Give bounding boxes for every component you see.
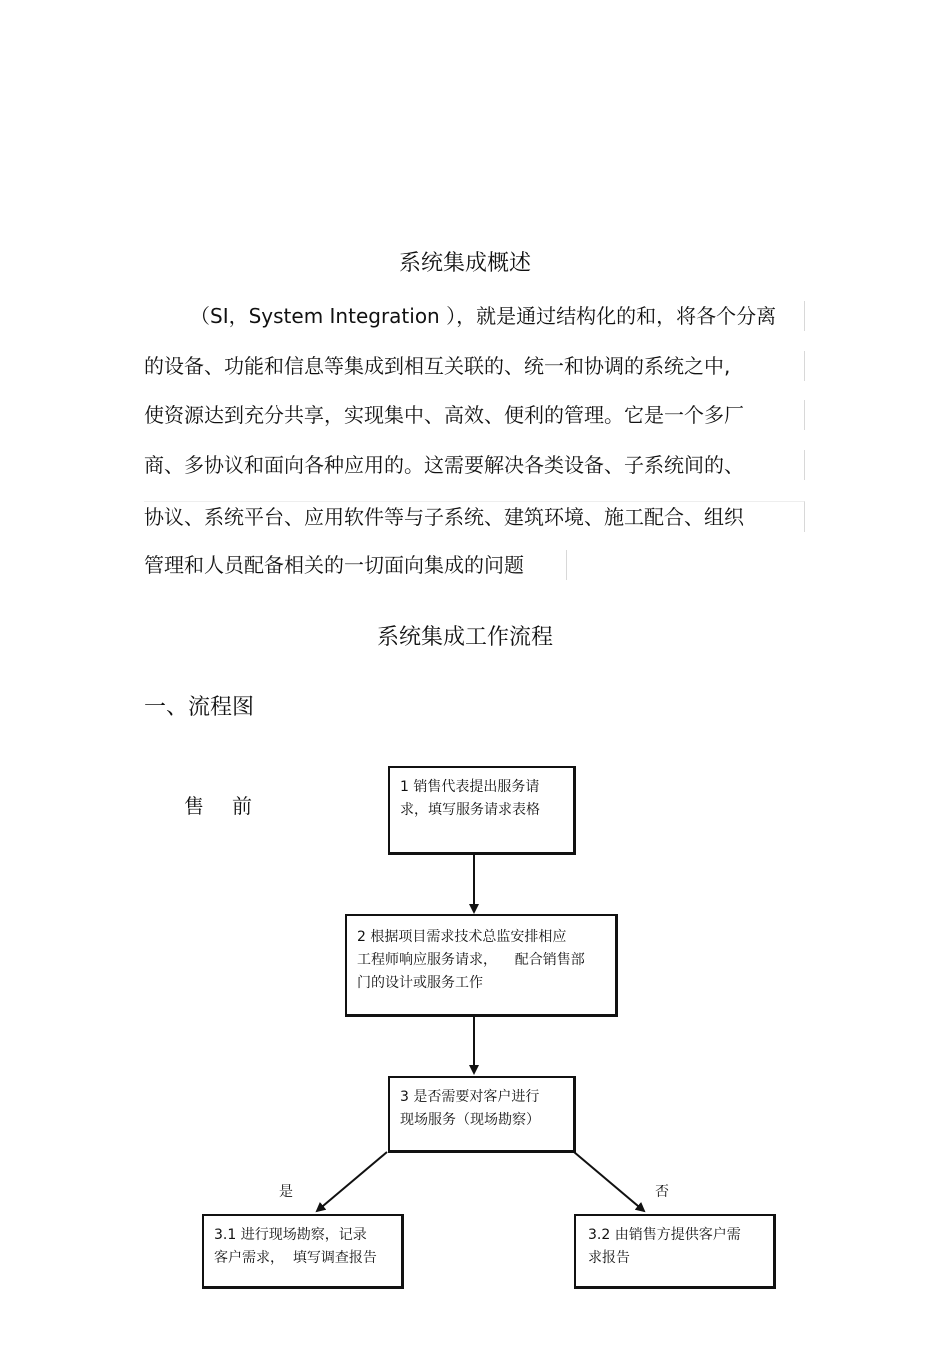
flow-step-2-line-1: 2 根据项目需求技术总监安排相应 bbox=[357, 929, 567, 945]
flow-step-2 bbox=[345, 914, 618, 1017]
arrow-3-to-31 bbox=[317, 1152, 387, 1211]
paragraph-line-2: 的设备、功能和信息等集成到相互关联的、统一和协调的系统之中, bbox=[144, 351, 805, 381]
flow-step-3 bbox=[388, 1076, 576, 1153]
flow-step-3-2-line-2: 求报告 bbox=[588, 1250, 630, 1266]
phase-label: 售前 bbox=[184, 794, 280, 818]
paragraph-line-5: 协议、系统平台、应用软件等与子系统、建筑环境、施工配合、组织 bbox=[144, 501, 805, 532]
flow-step-3-1-line-2: 客户需求， 填写调查报告 bbox=[214, 1250, 377, 1266]
paragraph-line-1: （SI，System Integration ），就是通过结构化的和，将各个分离 bbox=[190, 301, 805, 331]
flow-step-1-line-2: 求，填写服务请求表格 bbox=[400, 802, 540, 818]
flow-step-2-line-3: 门的设计或服务工作 bbox=[357, 975, 483, 991]
subsection-heading: 一、流程图 bbox=[144, 695, 255, 720]
flow-step-1 bbox=[388, 766, 576, 855]
flow-step-3-2-line-1: 3.2 由销售方提供客户需 bbox=[588, 1227, 741, 1243]
yes-label: 是 bbox=[279, 1184, 293, 1200]
flow-step-1-line-1: 1 销售代表提出服务请 bbox=[400, 779, 540, 795]
paragraph-line-4: 商、多协议和面向各种应用的。这需要解决各类设备、子系统间的、 bbox=[144, 450, 805, 480]
flow-step-3-2 bbox=[574, 1214, 776, 1289]
flow-step-3-line-1: 3 是否需要对客户进行 bbox=[400, 1089, 540, 1105]
flow-step-3-line-2: 现场服务（现场勘察） bbox=[400, 1112, 540, 1128]
document-title: 系统集成概述 bbox=[398, 251, 531, 276]
flow-step-3-1-line-1: 3.1 进行现场勘察，记录 bbox=[214, 1227, 367, 1243]
flow-step-2-line-2: 工程师响应服务请求， 配合销售部 bbox=[357, 952, 585, 968]
section-title: 系统集成工作流程 bbox=[376, 625, 553, 650]
paragraph-line-6: 管理和人员配备相关的一切面向集成的问题 bbox=[144, 550, 567, 580]
flow-step-3-1 bbox=[202, 1214, 404, 1289]
paragraph-line-3: 使资源达到充分共享，实现集中、高效、便利的管理。它是一个多厂 bbox=[144, 400, 805, 430]
no-label: 否 bbox=[655, 1184, 669, 1200]
arrow-3-to-32 bbox=[574, 1152, 644, 1211]
